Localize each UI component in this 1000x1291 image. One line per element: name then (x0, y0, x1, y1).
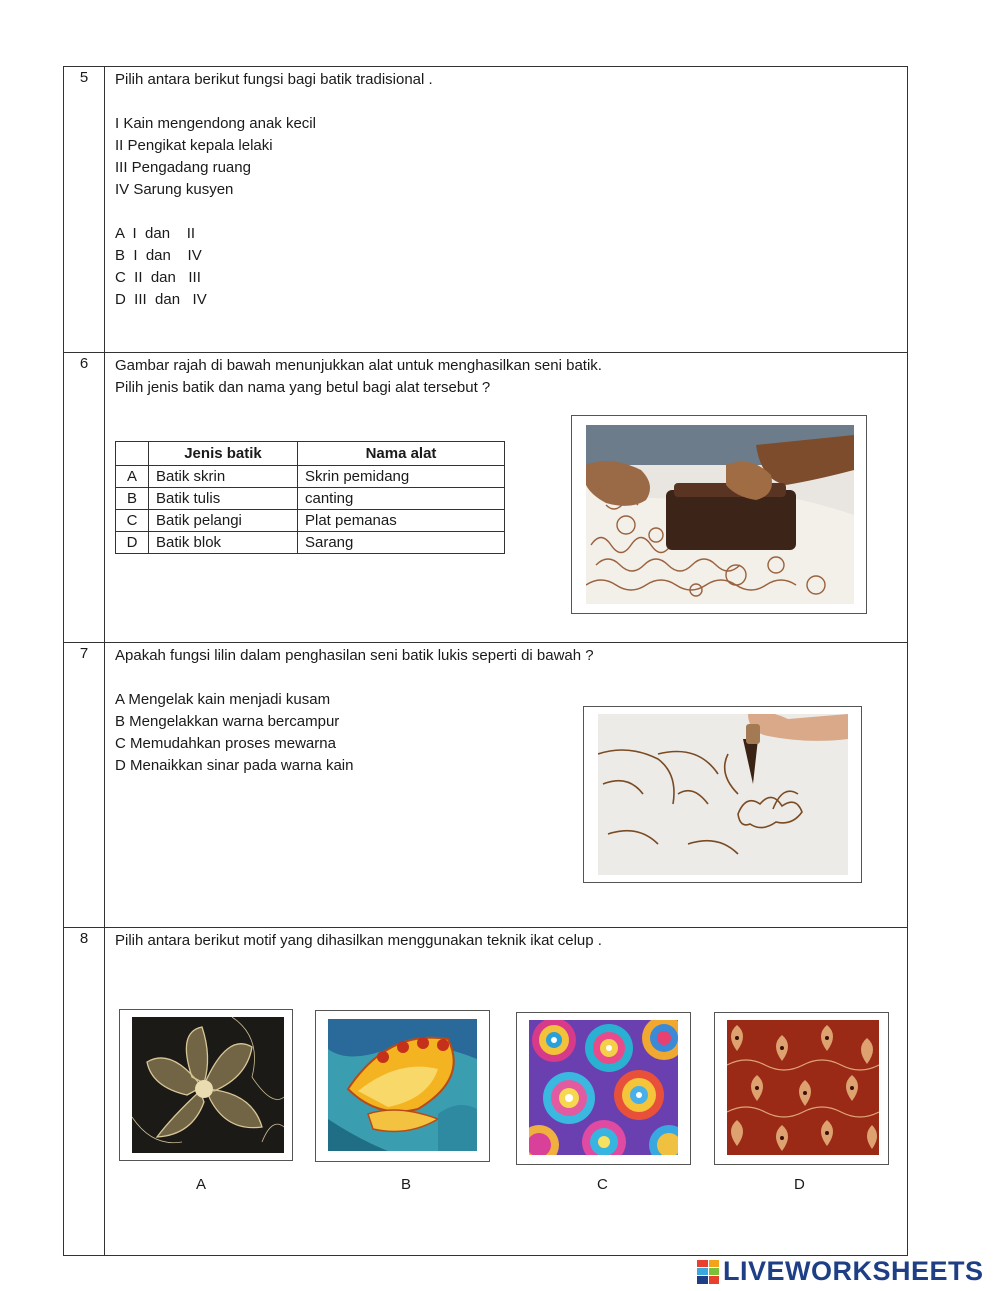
worksheet (63, 66, 910, 1256)
canting-image (598, 714, 848, 875)
table-row[interactable] (116, 532, 505, 554)
option-d[interactable]: D III dan IV (115, 291, 207, 308)
question-number: 8 (64, 928, 105, 1255)
statement-3: III Pengadang ruang (115, 159, 251, 176)
tie-dye-image (529, 1020, 678, 1155)
table-row[interactable] (116, 488, 505, 510)
question-text: Pilih antara berikut motif yang dihasilkan menggunakan teknik ikat celup . (115, 932, 602, 949)
row-jenis: Batik pelangi (149, 510, 298, 532)
option-b-image[interactable] (315, 1010, 490, 1162)
question-number: 5 (64, 67, 105, 352)
question-8-row (63, 927, 908, 1256)
row-letter: B (116, 488, 149, 510)
option-b-label[interactable]: B (401, 1176, 412, 1193)
row-alat: Skrin pemidang (298, 466, 505, 488)
question-text: Pilih antara berikut fungsi bagi batik tradisional . (115, 71, 433, 88)
header-blank (116, 442, 149, 466)
table-header (116, 442, 505, 466)
header-jenis-batik: Jenis batik (149, 442, 298, 466)
option-a[interactable]: A Mengelak kain menjadi kusam (115, 691, 331, 708)
option-a[interactable]: A I dan II (115, 225, 196, 242)
logo-icon (697, 1260, 719, 1284)
row-jenis: Batik tulis (149, 488, 298, 510)
question-7-row (63, 642, 908, 927)
row-jenis: Batik blok (149, 532, 298, 554)
question-5-row (63, 66, 908, 352)
option-c[interactable]: C II dan III (115, 269, 201, 286)
option-d[interactable]: D Menaikkan sinar pada warna kain (115, 757, 354, 774)
row-alat: Sarang (298, 532, 505, 554)
option-d-label[interactable]: D (794, 1176, 805, 1193)
question-number: 7 (64, 643, 105, 927)
row-letter: C (116, 510, 149, 532)
question-6-row (63, 352, 908, 642)
batik-pattern-image (727, 1020, 879, 1155)
batik-block-photo (571, 415, 867, 614)
statement-1: I Kain mengendong anak kecil (115, 115, 316, 132)
statement-4: IV Sarung kusyen (115, 181, 234, 198)
option-c-label[interactable]: C (597, 1176, 608, 1193)
question-text-line2: Pilih jenis batik dan nama yang betul bagi alat tersebut ? (115, 379, 491, 396)
option-b[interactable]: B I dan IV (115, 247, 202, 264)
option-c[interactable]: C Memudahkan proses mewarna (115, 735, 336, 752)
question-5-content (115, 69, 897, 311)
option-a-image[interactable] (119, 1009, 293, 1161)
question-6-content (115, 355, 897, 399)
row-letter: D (116, 532, 149, 554)
brand-text: LIVEWORKSHEETS (723, 1256, 984, 1286)
canting-photo (583, 706, 862, 883)
batik-block-image (586, 425, 854, 604)
liveworksheets-logo (697, 1256, 984, 1287)
option-a-label[interactable]: A (196, 1176, 207, 1193)
butterfly-batik-image (328, 1019, 477, 1151)
row-jenis: Batik skrin (149, 466, 298, 488)
option-c-image[interactable] (516, 1012, 691, 1165)
question-8-content (115, 930, 897, 952)
table-row[interactable] (116, 510, 505, 532)
header-nama-alat: Nama alat (298, 442, 505, 466)
table-row[interactable] (116, 466, 505, 488)
question-text: Apakah fungsi lilin dalam penghasilan seni batik lukis seperti di bawah ? (115, 647, 594, 664)
row-alat: canting (298, 488, 505, 510)
row-alat: Plat pemanas (298, 510, 505, 532)
option-b[interactable]: B Mengelakkan warna bercampur (115, 713, 340, 730)
statement-2: II Pengikat kepala lelaki (115, 137, 273, 154)
flower-batik-image (132, 1017, 284, 1153)
answer-table (115, 441, 505, 554)
row-letter: A (116, 466, 149, 488)
question-text-line1: Gambar rajah di bawah menunjukkan alat untuk menghasilkan seni batik. (115, 357, 602, 374)
question-number: 6 (64, 353, 105, 642)
option-d-image[interactable] (714, 1012, 889, 1165)
